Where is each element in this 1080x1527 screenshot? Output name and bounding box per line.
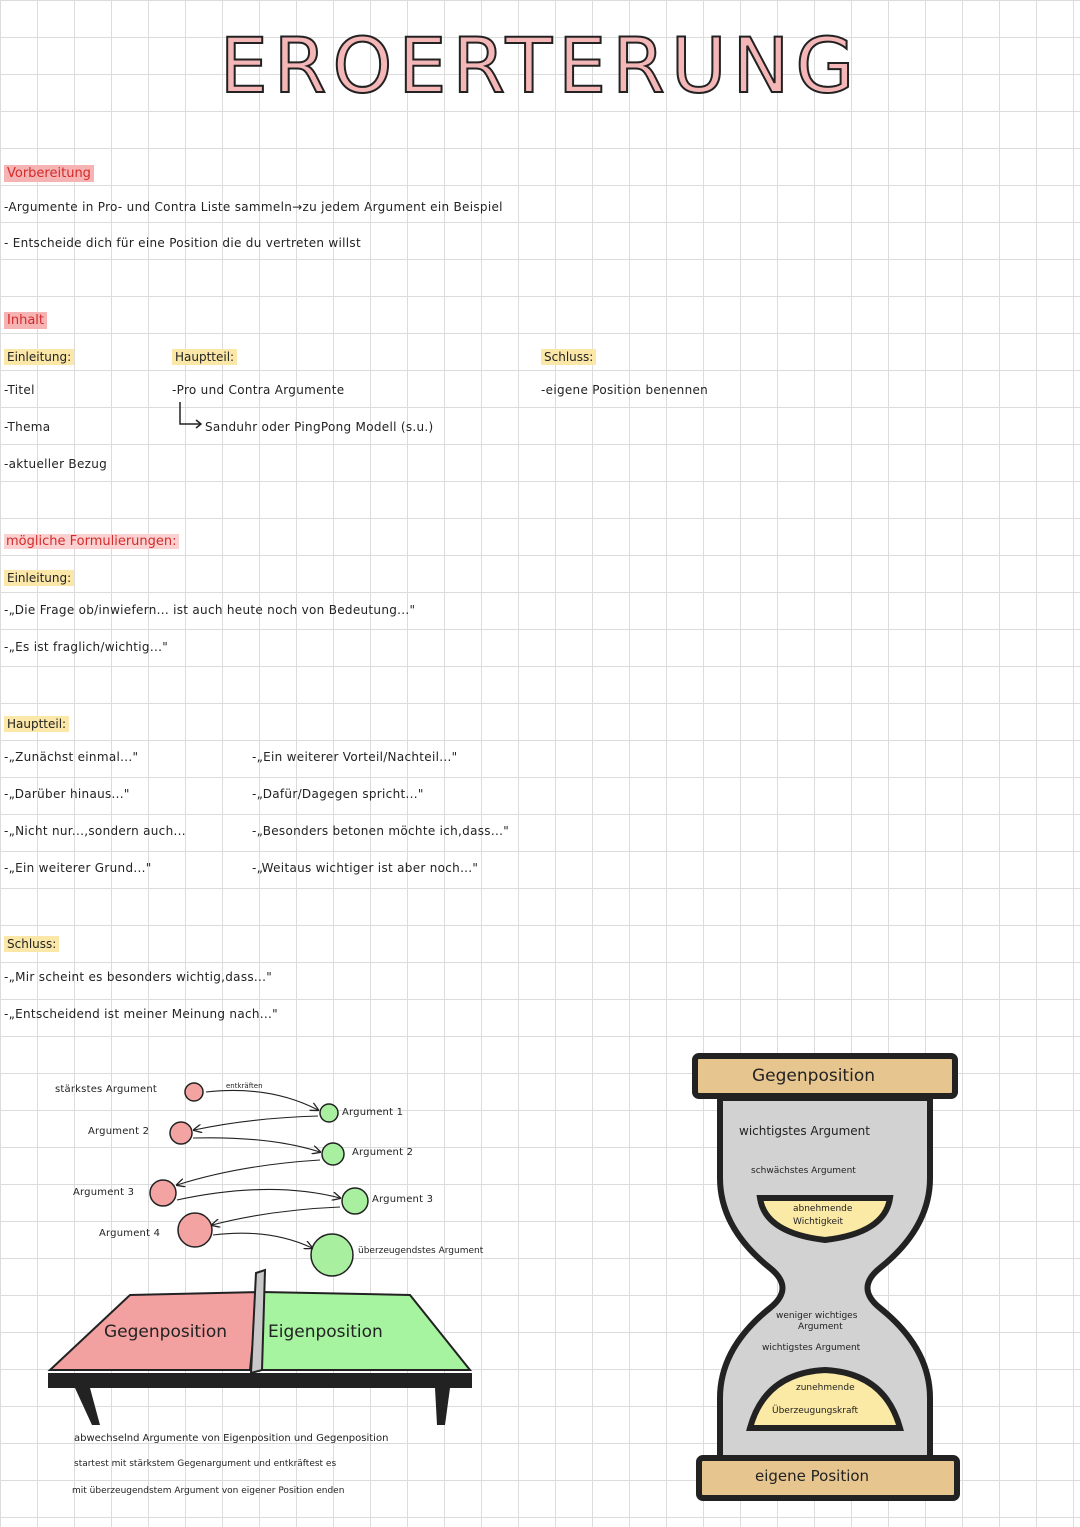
vorbereitung-heading-text: Vorbereitung [4, 165, 94, 182]
formulierungen-einleitung-item-1: -„Die Frage ob/inwiefern... ist auch heute noch von Bedeutung..." [4, 603, 416, 617]
formulierungen-hauptteil-right-4: -„Weitaus wichtiger ist aber noch..." [252, 861, 479, 875]
table-net [251, 1270, 265, 1373]
table-right-label: Eigenposition [268, 1322, 383, 1342]
formulierungen-einleitung-heading [4, 567, 74, 586]
pingpong-left-label-3: Argument 3 [73, 1187, 135, 1198]
table-leg-right [435, 1388, 450, 1425]
inhalt-heading-text: Inhalt [4, 312, 47, 329]
formulierungen-heading-text: mögliche Formulierungen: [6, 534, 177, 549]
inhalt-schluss-item: -eigene Position benennen [541, 383, 709, 397]
pingpong-right-circle-4 [311, 1234, 353, 1276]
pingpong-left-label-4: Argument 4 [99, 1228, 161, 1239]
formulierungen-hauptteil-right-1: -„Ein weiterer Vorteil/Nachteil..." [252, 750, 458, 764]
pingpong-left-circle-1 [185, 1083, 203, 1101]
pingpong-right-label-4: überzeugendstes Argument [358, 1246, 484, 1256]
hourglass-top-line-1: wichtigstes Argument [739, 1124, 870, 1138]
hourglass-bottom-badge-line-2: Überzeugungskraft [772, 1406, 858, 1416]
formulierungen-hauptteil-left-4: -„Ein weiterer Grund..." [4, 861, 152, 875]
pingpong-left-label-1: stärkstes Argument [55, 1084, 158, 1095]
formulierungen-schluss-item-1: -„Mir scheint es besonders wichtig,dass..." [4, 970, 273, 984]
formulierungen-hauptteil-left-2: -„Darüber hinaus..." [4, 787, 130, 801]
inhalt-hauptteil-item: -Pro und Contra Argumente [172, 383, 345, 397]
hourglass-bottom-line-3: wichtigstes Argument [762, 1343, 861, 1353]
pingpong-arrow-3 [193, 1138, 320, 1152]
table-edge [48, 1373, 472, 1388]
hourglass-bottom-label: eigene Position [755, 1467, 870, 1485]
formulierungen-schluss-heading-text: Schluss: [4, 936, 59, 952]
pingpong-right-label-1: Argument 1 [342, 1107, 404, 1118]
pingpong-caption-1: abwechselnd Argumente von Eigenposition und Gegenposition [74, 1433, 389, 1444]
pingpong-right-label-2: Argument 2 [352, 1147, 414, 1158]
formulierungen-hauptteil-left-3: -„Nicht nur...,sondern auch... [4, 824, 186, 838]
pingpong-arrow-label: entkräften [226, 1082, 263, 1090]
pingpong-right-label-3: Argument 3 [372, 1194, 434, 1205]
pingpong-caption-3: mit überzeugendstem Argument von eigener Position enden [72, 1486, 345, 1496]
pingpong-arrow-1 [206, 1090, 318, 1110]
pingpong-arrow-4 [177, 1160, 320, 1185]
formulierungen-einleitung-item-2: -„Es ist fraglich/wichtig..." [4, 640, 169, 654]
inhalt-einleitung-heading-text: Einleitung: [4, 349, 74, 365]
corner-arrow-icon [176, 400, 206, 430]
table-left-label: Gegenposition [104, 1322, 227, 1342]
page-title [190, 22, 890, 102]
inhalt-hauptteil-heading [172, 346, 237, 365]
pingpong-left-circle-3 [150, 1180, 176, 1206]
pingpong-right-circle-1 [320, 1104, 338, 1122]
formulierungen-hauptteil-heading-text: Hauptteil: [4, 716, 69, 732]
pingpong-left-label-2: Argument 2 [88, 1126, 150, 1137]
inhalt-hauptteil-heading-text: Hauptteil: [172, 349, 237, 365]
section-formulierungen-heading [4, 530, 179, 549]
section-inhalt-heading [4, 309, 47, 328]
pingpong-left-circle-2 [170, 1122, 192, 1144]
inhalt-einleitung-item-1: -Titel [4, 383, 35, 397]
hourglass-top-badge-line-2: Wichtigkeit [793, 1217, 844, 1227]
hourglass-diagram [685, 1048, 965, 1508]
vorbereitung-line-1: -Argumente in Pro- und Contra Liste sammeln→zu jedem Argument ein Beispiel [4, 200, 503, 214]
formulierungen-einleitung-heading-text: Einleitung: [4, 570, 74, 586]
inhalt-einleitung-heading [4, 346, 74, 365]
hourglass-top-line-2: schwächstes Argument [751, 1166, 856, 1176]
hourglass-top-label: Gegenposition [752, 1066, 875, 1086]
section-vorbereitung-heading [4, 162, 94, 181]
pingpong-arrow-5 [177, 1189, 340, 1200]
pingpong-right-circle-2 [322, 1143, 344, 1165]
page-title-text: EROERTERUNG [219, 22, 861, 102]
hourglass-bottom-badge-line-1: zunehmende [796, 1383, 855, 1393]
pingpong-arrow-7 [213, 1233, 312, 1248]
inhalt-schluss-heading-text: Schluss: [541, 349, 596, 365]
pingpong-right-circle-3 [342, 1188, 368, 1214]
formulierungen-schluss-item-2: -„Entscheidend ist meiner Meinung nach..." [4, 1007, 278, 1021]
hourglass-top-badge-line-1: abnehmende [793, 1204, 853, 1214]
inhalt-schluss-heading [541, 346, 596, 365]
formulierungen-hauptteil-right-2: -„Dafür/Dagegen spricht..." [252, 787, 424, 801]
pingpong-arrow-2 [194, 1116, 318, 1130]
formulierungen-schluss-heading [4, 933, 59, 952]
formulierungen-hauptteil-left-1: -„Zunächst einmal..." [4, 750, 139, 764]
formulierungen-hauptteil-heading [4, 713, 69, 732]
vorbereitung-line-2: - Entscheide dich für eine Position die du vertreten willst [4, 236, 361, 250]
pingpong-caption-2: startest mit stärkstem Gegenargument und entkräftest es [74, 1459, 337, 1469]
hourglass-bottom-line-1: weniger wichtiges [776, 1311, 858, 1321]
pingpong-arrow-6 [212, 1207, 340, 1225]
formulierungen-hauptteil-right-3: -„Besonders betonen möchte ich,dass..." [252, 824, 510, 838]
inhalt-einleitung-item-2: -Thema [4, 420, 51, 434]
pingpong-diagram [0, 1070, 560, 1520]
table-leg-left [75, 1388, 100, 1425]
inhalt-hauptteil-sub: Sanduhr oder PingPong Modell (s.u.) [205, 420, 434, 434]
hourglass-bottom-line-2: Argument [798, 1322, 843, 1332]
pingpong-left-circle-4 [178, 1213, 212, 1247]
inhalt-einleitung-item-3: -aktueller Bezug [4, 457, 108, 471]
